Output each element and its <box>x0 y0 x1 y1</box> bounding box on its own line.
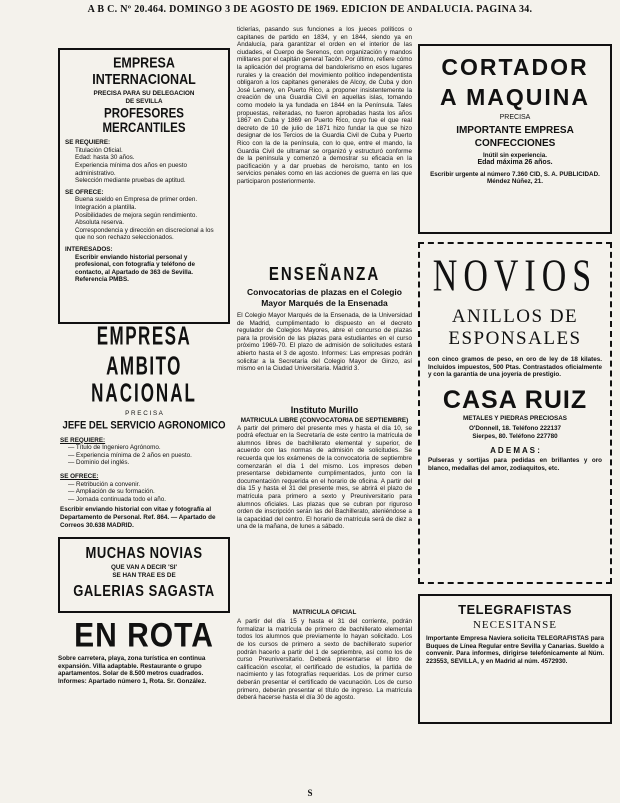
list-item: — Jornada continuada todo el año. <box>68 495 167 503</box>
history-article: ticlerías, pasando sus funciones a los jueces políticos o capitanes de partido en 1834, y en 1844, siendo ya en Andalucía, para garantizar el orden en el interior de las ciudades, el Cuerpo de Serenos, con organización y mandos militares por el capitán general Tacón. Por último, refiere cómo la aplicación del programa del bandolerismo en esos lugares rurales y la creación del movimiento político independentista obligaron a los capitanes generales de Alcoy, de Cuba y don José Lemery, en Puerto Rico, a proponer insistentemente la creación de una Guardia Civil en aquellas islas, tomando como modelo la ya fundada en 1844 en la Península. Tales propuestas, reiteradas, no fueron aprobadas hasta los años 1867 en Cuba y 1869 en Puerto Rico, cuyo fue el que real decreto de 10 de julio de 1871 hizo fundar la que se hizo designar de los Tercios de la Guardia Civil de Cuba y Puerto Rico con la de la península, con lo que, entre el mando, la Guardia Civil de ultramar se organizó y estructuró conforme de la península y comenzó a demostrar su eficacia en la pacificación y a dar pruebas de heroísmo, tanto en los servicios penales como en las acciones de guerra en las que participaron posteriormente. <box>237 26 412 185</box>
ad2-title1: EMPRESA AMBITO <box>96 322 192 381</box>
ad-r2-body: con cinco gramos de peso, en oro de ley de 18 kilates. Incluidos impuestos, 500 Ptas. Contrastados oficialmente y con la garantía de una joyería de prestigio. <box>428 356 602 379</box>
ad2-job: JEFE DEL SERVICIO AGRONOMICO <box>62 418 226 432</box>
ad-r3-need: NECESITANSE <box>472 619 558 631</box>
ad-r2-shop: CASA RUIZ <box>442 385 588 414</box>
ad3-line2: QUE VAN A DECIR 'SI' <box>110 564 178 572</box>
ad1-sub2: DE SEVILLA <box>125 97 163 105</box>
ad-r2-line2: ESPONSALES <box>448 328 582 349</box>
list-item: — Experiencia mínima de 2 años en puesto. <box>68 451 192 459</box>
ad-r1-age: Edad máxima 26 años. <box>477 159 553 167</box>
instituto-body: A partir del primero del presente mes y hasta el día 10, se podrá efectuar en la Secretaría de este centro la matrícula de alumnos libres de bachillerato elemental y superior, de acuerdo con las normas de admisión de solicitudes. Se recuerda que los exámenes de la convocatoria de septiembre comenzarán el día 1 del mismo. Los impresos deben presentarse debidamente cumplimentados, junto con la documentación requerida en el horario de oficina. A partir del día 15 y hasta el 31 del presente mes, se abrirá el plazo de matrícula para primero a sexto y Preuniversitario para alumnos oficiales. Las plazas que se cubran por riguroso orden de inscripción serán las del Bachillerato, ateniéndose a la capacidad del centro. El horario de matrícula será de diez a una de la mañana, de lunes a sábado. <box>237 424 412 531</box>
convocatorias-body: El Colegio Mayor Marqués de la Ensenada, de la Universidad de Madrid, cumplimentado lo dispuesto en el decreto regulador de Colegios Mayores, abre el concurso de plazas para la provisión de las plazas para estudiantes en el curso próximo 1969-70. El plazo de admisión de solicitudes estará abierto hasta el 3 de agosto. Informes: Las empresas podrán solicitar a la Secretaría del Colegio Mayor de Ginzo, así mismo en la Ciudad Universitaria. Madrid 3. <box>237 312 412 373</box>
ad1-heading: PROFESORES MERCANTILES <box>102 106 186 136</box>
list-item: — Dominio del inglés. <box>68 459 130 467</box>
ad-r1-exp: Inútil sin experiencia. <box>482 151 548 159</box>
ad3-line4: GALERIAS SAGASTA <box>73 581 215 600</box>
ad-en-rota <box>58 616 230 685</box>
ad-r2-line1: ANILLOS DE <box>451 306 579 327</box>
list-item: Edad: hasta 30 años. <box>75 154 135 162</box>
ad3-line3: SE HAN TRAE ES DE <box>112 571 176 579</box>
ad1-interested-label: INTERESADOS: <box>65 245 113 253</box>
ad-r3-body: Importante Empresa Naviera solicita TELEGRAFISTAS para Buques de Línea Regular entre Sevilla y Canarias. Sueldo a convenir. Para informes, dirigirse telefónicamente al Núm. 223553, SEVILLA, y en Madrid al núm. 4572930. <box>426 635 604 665</box>
page-footer: S <box>307 788 313 798</box>
instituto-sub: MATRICULA LIBRE (CONVOCATORIA DE SEPTIEMBRE) <box>240 417 409 424</box>
left-column <box>58 48 230 778</box>
ad-r1-line2: A MAQUINA <box>439 84 591 110</box>
ad1-offer-list <box>65 196 223 242</box>
ad-r2-addr2: Sierpes, 80. Teléfono 227780 <box>472 432 558 440</box>
list-item: — Ampliación de su formación. <box>68 488 155 496</box>
ad-r1-precisa: PRECISA <box>499 114 531 121</box>
ad1-offer-label: SE OFRECE: <box>65 188 104 196</box>
ad1-interested-text: Escribir enviando historial personal y profesional, con fotografía y teléfono de contacto, al Apartado de 363 de Sevilla. Referencia PMBS. <box>75 253 196 284</box>
ad1-req-list <box>65 147 223 185</box>
ad1-req-label: SE REQUIERE: <box>65 139 111 147</box>
ad-r2-shop-sub: METALES Y PIEDRAS PRECIOSAS <box>463 414 567 422</box>
matricula-oficial-body: A partir del día 15 y hasta el 31 del corriente, podrán formalizar la matrícula de primero de bachillerato elemental todos los alumnos que previamente lo hayan solicitado. Los de los cursos de primero a sexto de bachillerato superior podrán hacerlo a partir del 1 de septiembre, así como los de curso Preuniversitario. Deberá presentarse el libro de calificación escolar, el certificado de estudios, la partida de nacimiento y las fotografías requeridas. Los de primer curso deberán presentar el certificado de vacunación. Los de curso primero, deberán presentar el título de ingreso. La matrícula deberá hacerse hasta el día 30 de agosto. <box>237 618 412 702</box>
page-header: A B C. Nº 20.464. DOMINGO 3 DE AGOSTO DE 1969. EDICION DE ANDALUCIA. PAGINA 34. <box>87 4 533 15</box>
list-item: Correspondencia y dirección en discrecional a los que no son rechazo seleccionados. <box>75 226 214 242</box>
convocatorias-title: Convocatorias de plazas en el Colegio Mayor Marqués de la Ensenada <box>247 287 402 308</box>
ad-empresa-ambito <box>58 322 230 529</box>
ad-telegrafistas <box>418 594 612 724</box>
right-column <box>418 44 612 784</box>
ad2-offer-label: SE OFRECE: <box>60 472 99 480</box>
ad-r1-company: IMPORTANTE EMPRESA CONFECCIONES <box>456 124 574 149</box>
ad-empresa-internacional <box>58 48 230 324</box>
ad-r1-line1: CORTADOR <box>441 54 589 80</box>
matricula-oficial-title: MATRICULA OFICIAL <box>292 608 357 616</box>
list-item: Posibilidades de mejora según rendimiento. <box>75 211 198 219</box>
ad3-line1: MUCHAS NOVIAS <box>85 543 203 562</box>
ad1-title: EMPRESA INTERNACIONAL <box>92 54 196 88</box>
ad-r1-contact: Escribir urgente al número 7.360 CID, S. A. PUBLICIDAD. Méndez Núñez, 21. <box>430 170 600 186</box>
ad2-precisa: P R E C I S A <box>125 410 163 417</box>
list-item: Experiencia mínima dos años en puesto administrativo. <box>75 161 188 177</box>
ad-galerias-sagasta <box>58 537 230 613</box>
ad-r3-title: TELEGRAFISTAS <box>458 602 572 617</box>
list-item: Selección mediante pruebas de aptitud. <box>75 177 186 185</box>
ad2-contact: Escribir enviando historial con vitae y fotografía al Departamento de Personal. Ref. 864. — Apartado de Correos 30.638 MADRID. <box>60 506 216 529</box>
ad-cortador <box>418 44 612 234</box>
list-item: Integración a plantilla. <box>75 203 137 211</box>
list-item: — Retribución a convenir. <box>68 480 141 488</box>
section-heading: ENSEÑANZA <box>268 264 381 285</box>
list-item: — Título de Ingeniero Agrónomo. <box>68 444 161 452</box>
list-item: Titulación Oficial. <box>75 146 123 154</box>
ad-novios <box>418 242 612 584</box>
ad-r2-title: NOVIOS <box>432 251 598 302</box>
ad2-title2: NACIONAL <box>91 379 197 408</box>
middle-column <box>237 26 412 784</box>
instituto-title: Instituto Murillo <box>290 405 359 415</box>
ad-r2-extra: Pulseras y sortijas para pedidas en brillantes y oro blanco, medallas del amor, zodiaquitos, etc. <box>428 457 602 472</box>
list-item: Buena sueldo en Empresa de primer orden. <box>75 196 198 204</box>
ad4-title: EN ROTA <box>74 616 214 655</box>
ad2-offer-list <box>60 481 228 504</box>
ad-r2-ademas: A D E M A S : <box>490 445 540 455</box>
ad4-body: Sobre carretera, playa, zona turística en continua expansión. Villa adaptable. Restaurante o grupo apartamentos. Solar de 8.500 metros cuadrados. Informes: Apartado número 1, Rota. Sr. González. <box>58 655 207 685</box>
ad1-sub1: PRECISA PARA SU DELEGACION <box>93 90 195 97</box>
ad-r2-addr1: O'Donnell, 18. Teléfono 222137 <box>468 425 561 433</box>
ad2-req-label: SE REQUIERE: <box>60 436 106 444</box>
list-item: Absoluta reserva. <box>75 219 125 227</box>
ad2-req-list <box>60 444 228 467</box>
